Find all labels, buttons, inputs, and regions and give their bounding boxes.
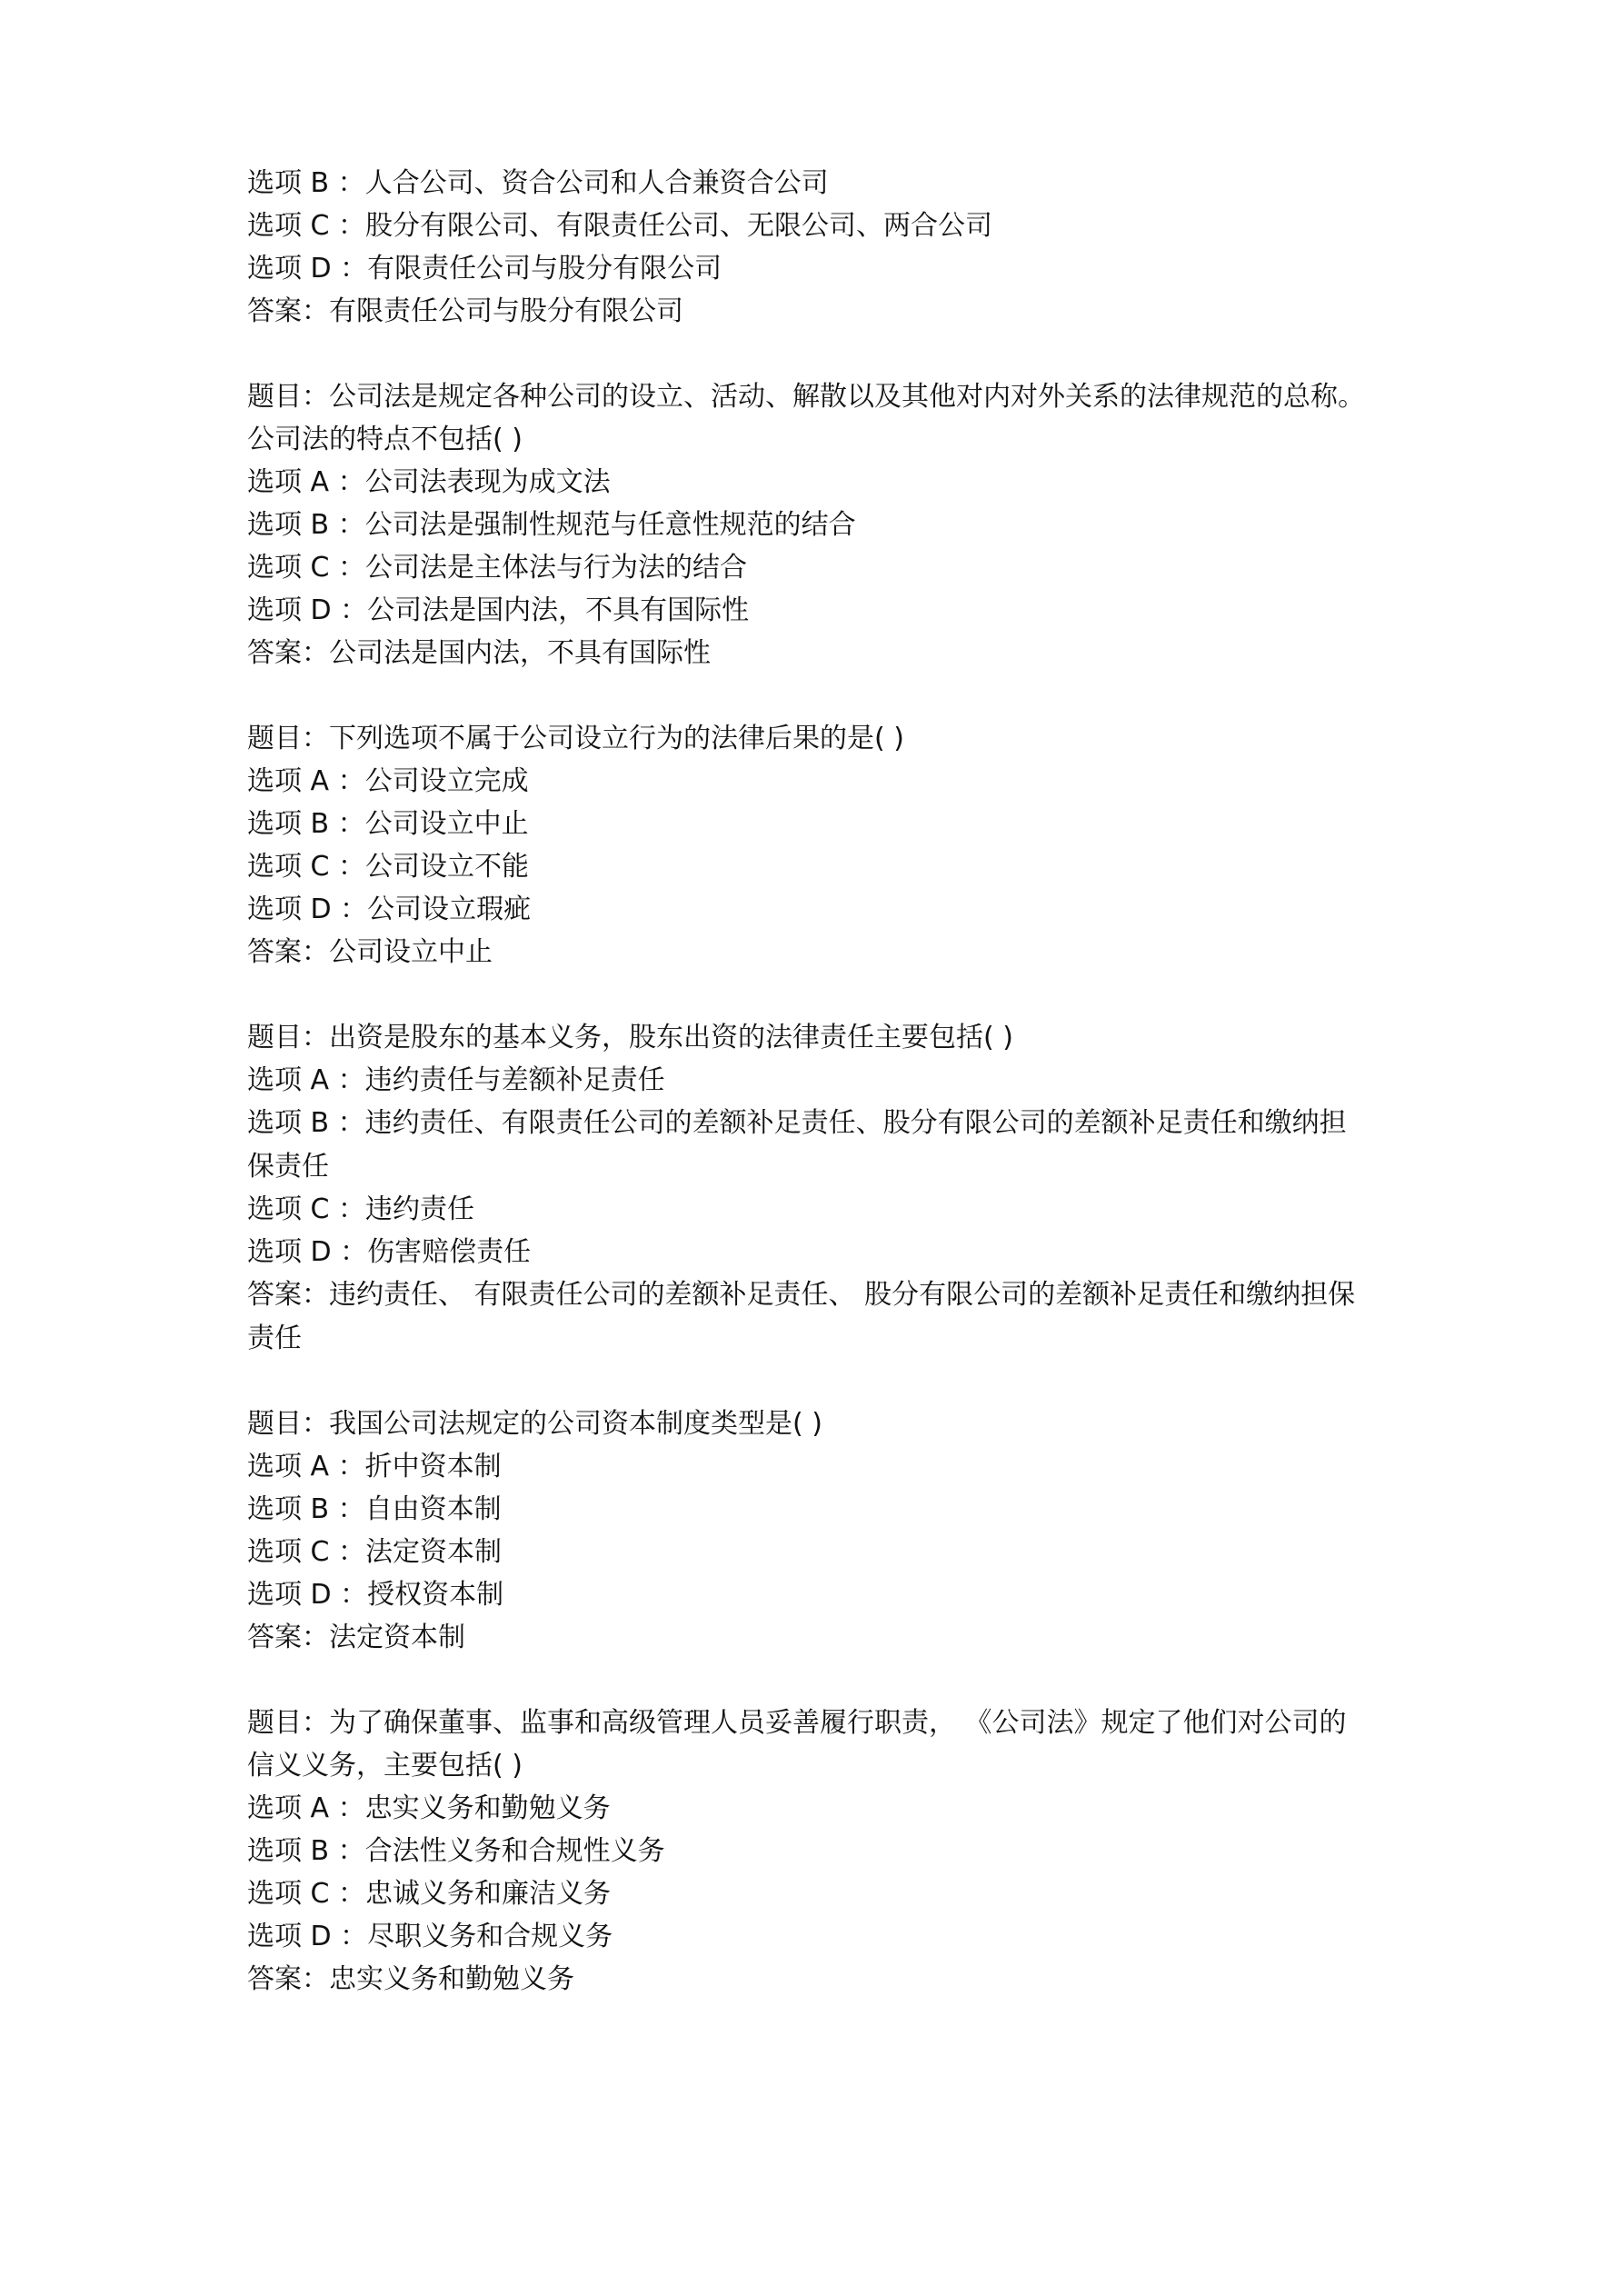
question-text: 题目：为了确保董事、监事和高级管理人员妥善履行职责， 《公司法》规定了他们对公司的 [247,1707,1347,1739]
option-b-continued: 保责任 [247,1151,329,1183]
option-d: 选项 D ：授权资本制 [247,1579,504,1611]
option-c: 选项 C ：公司设立不能 [247,851,530,883]
question-text: 题目：公司法是规定各种公司的设立、活动、解散以及其他对内对外关系的法律规范的总称。 [247,381,1365,413]
spacer [247,674,1410,717]
question-block [247,717,1410,973]
answer: 答案：法定资本制 [247,1622,465,1653]
option-d: 选项 D ：尽职义务和合规义务 [247,1921,613,1952]
answer: 答案：公司法是国内法，不具有国际性 [247,637,711,669]
option-c: 选项 C ：股分有限公司、有限责任公司、无限公司、两合公司 [247,210,993,242]
answer: 答案：有限责任公司与股分有限公司 [247,295,683,327]
option-b: 选项 B ：人合公司、资合公司和人合兼资合公司 [247,167,829,199]
answer-continued: 责任 [247,1323,302,1354]
spacer [247,973,1410,1016]
document-page [247,162,1410,2001]
question-text: 题目：我国公司法规定的公司资本制度类型是( ) [247,1408,822,1440]
question-text: 公司法的特点不包括( ) [247,424,523,455]
answer: 答案：违约责任、 有限责任公司的差额补足责任、 股分有限公司的差额补足责任和缴纳担保 [247,1279,1356,1311]
question-text: 题目：下列选项不属于公司设立行为的法律后果的是( ) [247,723,904,754]
option-d: 选项 D ：公司法是国内法，不具有国际性 [247,594,750,626]
option-c: 选项 C ：法定资本制 [247,1536,503,1568]
option-b: 选项 B ：合法性义务和合规性义务 [247,1835,665,1867]
question-text: 题目：出资是股东的基本义务，股东出资的法律责任主要包括( ) [247,1022,1013,1053]
option-a: 选项 A ：忠实义务和勤勉义务 [247,1792,611,1824]
option-d: 选项 D ：伤害赔偿责任 [247,1236,532,1268]
option-a: 选项 A ：公司设立完成 [247,765,529,797]
option-a: 选项 A ：违约责任与差额补足责任 [247,1064,665,1096]
option-a: 选项 A ：折中资本制 [247,1451,502,1482]
spacer [247,1360,1410,1403]
question-block [247,162,1410,333]
option-b: 选项 B ：违约责任、有限责任公司的差额补足责任、股分有限公司的差额补足责任和缴纳担 [247,1107,1347,1139]
option-a: 选项 A ：公司法表现为成文法 [247,466,611,498]
option-c: 选项 C ：违约责任 [247,1193,475,1225]
answer: 答案：忠实义务和勤勉义务 [247,1963,574,1995]
option-b: 选项 B ：公司法是强制性规范与任意性规范的结合 [247,509,856,541]
question-block [247,1016,1410,1360]
question-block [247,1702,1410,2001]
spacer [247,1659,1410,1702]
option-b: 选项 B ：自由资本制 [247,1493,502,1525]
question-text: 信义义务，主要包括( ) [247,1750,523,1782]
question-block [247,1403,1410,1659]
option-b: 选项 B ：公司设立中止 [247,808,529,840]
option-c: 选项 C ：忠诚义务和廉洁义务 [247,1878,612,1910]
option-d: 选项 D ：有限责任公司与股分有限公司 [247,253,722,285]
answer: 答案：公司设立中止 [247,936,493,968]
option-d: 选项 D ：公司设立瑕疵 [247,893,532,925]
spacer [247,333,1410,375]
question-block [247,375,1410,674]
option-c: 选项 C ：公司法是主体法与行为法的结合 [247,552,748,584]
